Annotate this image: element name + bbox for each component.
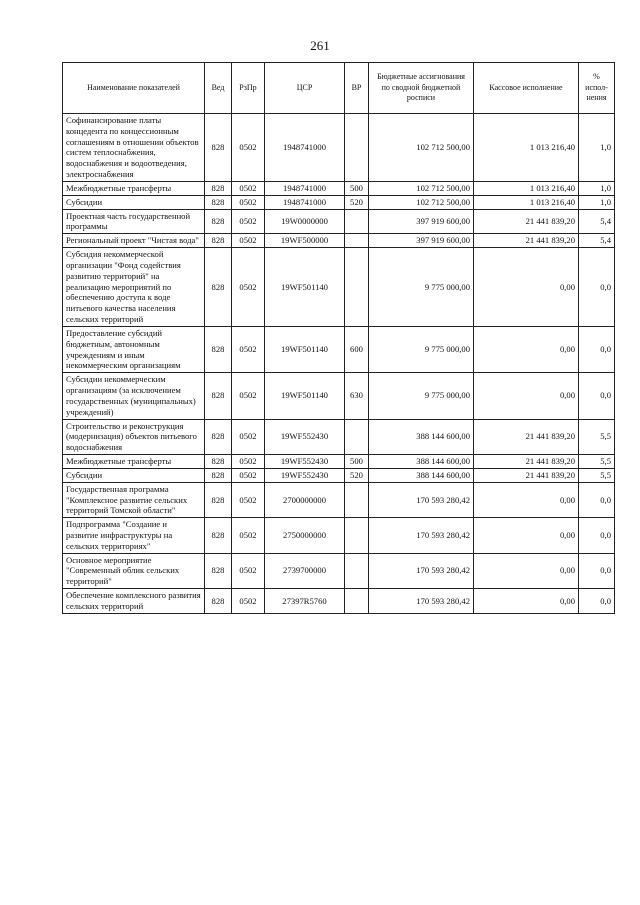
- cell-percent: 5,4: [579, 234, 615, 248]
- cell-cash: 21 441 839,20: [474, 455, 579, 469]
- cell-budget: 170 593 280,42: [369, 589, 474, 614]
- table-row: [63, 209, 615, 234]
- cell-budget: 388 144 600,00: [369, 468, 474, 482]
- cell-name: Предоставление субсидий бюджетным, автономным учреждениям и иным некоммерческим организациям: [63, 326, 205, 372]
- cell-budget: 397 919 600,00: [369, 209, 474, 234]
- cell-budget: 170 593 280,42: [369, 518, 474, 553]
- cell-rzpr: 0502: [232, 248, 265, 327]
- cell-csr: 19WF552430: [265, 455, 345, 469]
- cell-vr: [345, 518, 369, 553]
- cell-rzpr: 0502: [232, 195, 265, 209]
- cell-cash: 0,00: [474, 326, 579, 372]
- cell-budget: 388 144 600,00: [369, 455, 474, 469]
- cell-csr: 2700000000: [265, 482, 345, 517]
- cell-rzpr: 0502: [232, 455, 265, 469]
- cell-csr: 1948741000: [265, 181, 345, 195]
- cell-name: Субсидия некоммерческой организации "Фонд содействия развитию территорий" на реализацию мероприятий по обеспечению доступа к воде питьевого качества населения сельских территорий: [63, 248, 205, 327]
- cell-csr: 19W0000000: [265, 209, 345, 234]
- cell-cash: 0,00: [474, 482, 579, 517]
- cell-rzpr: 0502: [232, 326, 265, 372]
- header-rzpr: РзПр: [232, 63, 265, 114]
- header-name: Наименование показателей: [63, 63, 205, 114]
- cell-ved: 828: [205, 209, 232, 234]
- cell-cash: 0,00: [474, 248, 579, 327]
- cell-rzpr: 0502: [232, 553, 265, 588]
- cell-csr: 19WF501140: [265, 326, 345, 372]
- cell-rzpr: 0502: [232, 373, 265, 419]
- cell-csr: 19WF501140: [265, 248, 345, 327]
- cell-rzpr: 0502: [232, 209, 265, 234]
- cell-vr: 500: [345, 455, 369, 469]
- table-row: [63, 482, 615, 517]
- cell-ved: 828: [205, 482, 232, 517]
- cell-cash: 21 441 839,20: [474, 209, 579, 234]
- cell-csr: 19WF501140: [265, 373, 345, 419]
- header-row: [63, 63, 615, 114]
- cell-name: Строительство и реконструкция (модернизация) объектов питьевого водоснабжения: [63, 419, 205, 454]
- table-row: [63, 589, 615, 614]
- cell-cash: 0,00: [474, 553, 579, 588]
- cell-vr: 520: [345, 195, 369, 209]
- cell-rzpr: 0502: [232, 419, 265, 454]
- cell-name: Проектная часть государственной программы: [63, 209, 205, 234]
- cell-rzpr: 0502: [232, 518, 265, 553]
- cell-percent: 1,0: [579, 195, 615, 209]
- cell-ved: 828: [205, 114, 232, 182]
- cell-percent: 0,0: [579, 373, 615, 419]
- cell-cash: 1 013 216,40: [474, 181, 579, 195]
- cell-budget: 102 712 500,00: [369, 114, 474, 182]
- cell-vr: 500: [345, 181, 369, 195]
- cell-vr: [345, 114, 369, 182]
- cell-percent: 0,0: [579, 326, 615, 372]
- cell-name: Региональный проект "Чистая вода": [63, 234, 205, 248]
- cell-percent: 0,0: [579, 248, 615, 327]
- cell-rzpr: 0502: [232, 468, 265, 482]
- cell-csr: 2750000000: [265, 518, 345, 553]
- cell-csr: 1948741000: [265, 114, 345, 182]
- cell-name: Государственная программа "Комплексное развитие сельских территорий Томской области": [63, 482, 205, 517]
- cell-percent: 0,0: [579, 482, 615, 517]
- cell-ved: 828: [205, 589, 232, 614]
- cell-ved: 828: [205, 234, 232, 248]
- table-row: [63, 419, 615, 454]
- cell-vr: 630: [345, 373, 369, 419]
- cell-vr: [345, 248, 369, 327]
- cell-vr: [345, 589, 369, 614]
- cell-cash: 0,00: [474, 589, 579, 614]
- cell-name: Основное мероприятие "Современный облик сельских территорий": [63, 553, 205, 588]
- table-row: [63, 518, 615, 553]
- cell-name: Межбюджетные трансферты: [63, 181, 205, 195]
- cell-ved: 828: [205, 518, 232, 553]
- cell-name: Субсидии: [63, 468, 205, 482]
- cell-name: Обеспечение комплексного развития сельских территорий: [63, 589, 205, 614]
- cell-ved: 828: [205, 326, 232, 372]
- cell-budget: 102 712 500,00: [369, 181, 474, 195]
- cell-cash: 0,00: [474, 518, 579, 553]
- cell-budget: 9 775 000,00: [369, 326, 474, 372]
- cell-rzpr: 0502: [232, 181, 265, 195]
- budget-table: [62, 62, 615, 614]
- cell-percent: 5,5: [579, 419, 615, 454]
- cell-vr: [345, 553, 369, 588]
- cell-csr: 1948741000: [265, 195, 345, 209]
- cell-rzpr: 0502: [232, 234, 265, 248]
- table-row: [63, 326, 615, 372]
- table-row: [63, 114, 615, 182]
- header-ved: Вед: [205, 63, 232, 114]
- cell-budget: 9 775 000,00: [369, 373, 474, 419]
- cell-budget: 170 593 280,42: [369, 553, 474, 588]
- cell-csr: 19WF500000: [265, 234, 345, 248]
- cell-csr: 19WF552430: [265, 419, 345, 454]
- table-row: [63, 373, 615, 419]
- header-vr: ВР: [345, 63, 369, 114]
- cell-percent: 5,5: [579, 468, 615, 482]
- cell-cash: 21 441 839,20: [474, 419, 579, 454]
- cell-percent: 1,0: [579, 181, 615, 195]
- cell-budget: 9 775 000,00: [369, 248, 474, 327]
- table-row: [63, 181, 615, 195]
- cell-vr: [345, 419, 369, 454]
- cell-rzpr: 0502: [232, 482, 265, 517]
- table-row: [63, 468, 615, 482]
- cell-ved: 828: [205, 419, 232, 454]
- cell-cash: 1 013 216,40: [474, 195, 579, 209]
- cell-csr: 27397R5760: [265, 589, 345, 614]
- cell-name: Межбюджетные трансферты: [63, 455, 205, 469]
- cell-budget: 170 593 280,42: [369, 482, 474, 517]
- cell-ved: 828: [205, 455, 232, 469]
- page-number: 261: [310, 38, 330, 53]
- cell-budget: 388 144 600,00: [369, 419, 474, 454]
- cell-ved: 828: [205, 553, 232, 588]
- cell-ved: 828: [205, 195, 232, 209]
- cell-ved: 828: [205, 248, 232, 327]
- cell-name: Субсидии: [63, 195, 205, 209]
- cell-cash: 21 441 839,20: [474, 468, 579, 482]
- cell-ved: 828: [205, 373, 232, 419]
- cell-vr: [345, 482, 369, 517]
- table-row: [63, 553, 615, 588]
- cell-rzpr: 0502: [232, 589, 265, 614]
- cell-percent: 1,0: [579, 114, 615, 182]
- table-body: [63, 114, 615, 614]
- table-row: [63, 195, 615, 209]
- cell-percent: 0,0: [579, 518, 615, 553]
- table-row: [63, 248, 615, 327]
- cell-name: Софинансирование платы концедента по концессионным соглашениям в отношении объектов систем теплоснабжения, водоснабжения и водоотведения, электроснабжения: [63, 114, 205, 182]
- cell-ved: 828: [205, 181, 232, 195]
- header-csr: ЦСР: [265, 63, 345, 114]
- cell-vr: [345, 209, 369, 234]
- cell-vr: 520: [345, 468, 369, 482]
- cell-name: Подпрограмма "Создание и развитие инфраструктуры на сельских территориях": [63, 518, 205, 553]
- cell-cash: 0,00: [474, 373, 579, 419]
- cell-ved: 828: [205, 468, 232, 482]
- cell-budget: 397 919 600,00: [369, 234, 474, 248]
- header-percent: % испол-нения: [579, 63, 615, 114]
- cell-percent: 0,0: [579, 553, 615, 588]
- cell-budget: 102 712 500,00: [369, 195, 474, 209]
- cell-vr: 600: [345, 326, 369, 372]
- cell-percent: 0,0: [579, 589, 615, 614]
- header-budget: Бюджетные ассигнования по сводной бюджетной росписи: [369, 63, 474, 114]
- cell-percent: 5,5: [579, 455, 615, 469]
- cell-name: Субсидии некоммерческим организациям (за исключением государственных (муниципальных) учреждений): [63, 373, 205, 419]
- header-cash: Кассовое исполнение: [474, 63, 579, 114]
- cell-csr: 19WF552430: [265, 468, 345, 482]
- cell-rzpr: 0502: [232, 114, 265, 182]
- cell-percent: 5,4: [579, 209, 615, 234]
- table-row: [63, 455, 615, 469]
- cell-vr: [345, 234, 369, 248]
- table-row: [63, 234, 615, 248]
- cell-cash: 21 441 839,20: [474, 234, 579, 248]
- cell-cash: 1 013 216,40: [474, 114, 579, 182]
- cell-csr: 2739700000: [265, 553, 345, 588]
